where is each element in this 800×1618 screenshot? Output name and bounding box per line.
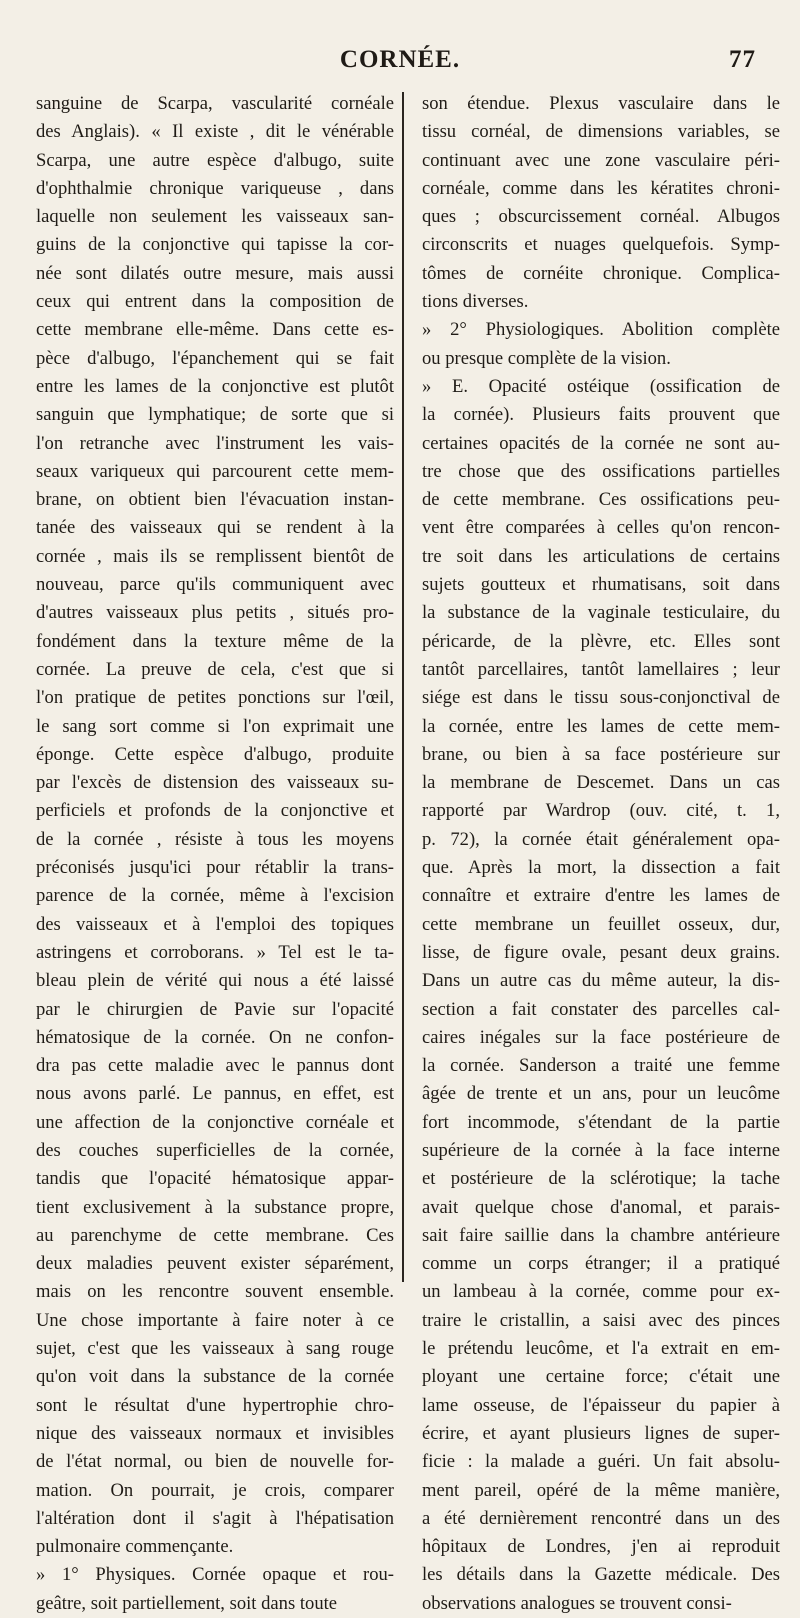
text-line: astringens et corroborans. » Tel est le ta- <box>36 941 394 963</box>
text-line: le prétendu leucôme, et l'a extrait en em- <box>422 1338 780 1360</box>
text-line: nous avons parlé. Le pannus, en effet, est <box>36 1083 394 1105</box>
text-line: des vaisseaux et à l'emploi des topiques <box>36 913 394 935</box>
text-line: brane, ou bien à sa face postérieure sur <box>422 743 780 765</box>
text-line: par le chirurgien de Pavie sur l'opacité <box>36 998 394 1020</box>
text-line: deux maladies peuvent exister séparément, <box>36 1253 394 1275</box>
text-line: a été dernièrement rencontré dans un des <box>422 1507 780 1529</box>
text-line: observations analogues se trouvent consi- <box>422 1592 732 1614</box>
page-number: 77 <box>729 46 756 73</box>
text-line: tômes de cornéite chronique. Complica- <box>422 262 780 284</box>
text-line: la cornée, entre les lames de cette mem- <box>422 715 780 737</box>
text-line: » 1° Physiques. Cornée opaque et rou- <box>36 1564 394 1586</box>
text-line: ment pareil, opéré de la même manière, <box>422 1479 780 1501</box>
text-line: continuant avec une zone vasculaire péri- <box>422 149 780 171</box>
text-line: une affection de la conjonctive cornéale et <box>36 1111 394 1133</box>
text-line: hématosique de la cornée. On ne confon- <box>36 1026 394 1048</box>
text-line: » 2° Physiologiques. Abolition complète <box>422 319 780 341</box>
text-line: un lambeau à la cornée, comme pour ex- <box>422 1281 780 1303</box>
text-line: cette membrane elle-même. Dans cette es- <box>36 319 394 341</box>
text-line: l'altération dont il s'agit à l'hépatisation <box>36 1507 394 1529</box>
text-line: sujets goutteux et rhumatisans, soit dans <box>422 574 780 596</box>
text-line: le sang sort comme si l'on exprimait une <box>36 715 394 737</box>
text-line: parence de la cornée, même à l'excision <box>36 885 394 907</box>
text-line: de cette membrane. Ces ossifications peu- <box>422 489 780 511</box>
text-line: avait quelque chose d'anomal, et parais- <box>422 1196 780 1218</box>
text-line: fort incommode, s'étendant de la partie <box>422 1111 780 1133</box>
text-line: comme un corps étranger; il a pratiqué <box>422 1253 780 1275</box>
text-line: laquelle non seulement les vaisseaux san- <box>36 206 394 228</box>
text-line: des Anglais). « Il existe , dit le vénérable <box>36 121 394 143</box>
text-line: écrire, et ayant plusieurs lignes de super- <box>422 1422 780 1444</box>
text-line: tissu cornéal, de dimensions variables, se <box>422 121 780 143</box>
text-line: préconisés jusqu'ici pour rétablir la trans- <box>36 857 394 879</box>
text-line: Scarpa, une autre espèce d'albugo, suite <box>36 149 394 171</box>
text-line: caires inégales sur la face postérieure de <box>422 1026 780 1048</box>
text-line: supérieure de la cornée à la face interne <box>422 1139 780 1161</box>
text-line: perficiels et profonds de la conjonctive et <box>36 800 394 822</box>
text-line: brane, on obtient bien l'évacuation instan- <box>36 489 394 511</box>
text-line: cornéale, comme dans les kératites chroni- <box>422 177 780 199</box>
text-line: traire le cristallin, a saisi avec des pinces <box>422 1309 780 1331</box>
text-line: ou presque complète de la vision. <box>422 347 671 369</box>
left-column <box>36 90 394 1614</box>
text-line: fondément dans la texture même de la <box>36 630 394 652</box>
text-line: de la cornée , résiste à tous les moyens <box>36 828 394 850</box>
text-line: éponge. Cette espèce d'albugo, produite <box>36 743 394 765</box>
text-line: péricarde, de la plèvre, etc. Elles sont <box>422 630 780 652</box>
text-line: par l'excès de distension des vaisseaux su- <box>36 772 394 794</box>
text-line: pulmonaire commençante. <box>36 1536 234 1558</box>
text-line: d'ophthalmie chronique variqueuse , dans <box>36 177 394 199</box>
text-line: sujet, c'est que les vaisseaux à sang rouge <box>36 1338 394 1360</box>
text-line: de l'état normal, ou bien de nouvelle for- <box>36 1451 394 1473</box>
column-divider <box>402 92 404 1282</box>
text-line: mation. On pourrait, je crois, comparer <box>36 1479 394 1501</box>
text-line: cornée , mais ils se remplissent bientôt de <box>36 545 394 567</box>
text-line: que. Après la mort, la dissection a fait <box>422 857 780 879</box>
text-line: pèce d'albugo, l'épanchement qui se fait <box>36 347 394 369</box>
text-line: la cornée. Sanderson a traité une femme <box>422 1055 780 1077</box>
text-line: des couches superficielles de la cornée, <box>36 1139 394 1161</box>
text-line: les détails dans la Gazette médicale. Des <box>422 1564 780 1586</box>
text-line: tanée des vaisseaux qui se rendent à la <box>36 517 394 539</box>
text-line: ques ; obscurcissement cornéal. Albugos <box>422 206 780 228</box>
text-line: âgée de trente et un ans, pour un leucôme <box>422 1083 780 1105</box>
text-line: rapporté par Wardrop (ouv. cité, t. 1, <box>422 800 780 822</box>
text-line: d'autres vaisseaux plus petits , situés pro- <box>36 602 394 624</box>
text-line: sont le résultat d'une hypertrophie chro- <box>36 1394 394 1416</box>
text-line: entre les lames de la conjonctive est plutôt <box>36 375 394 397</box>
text-line: qu'on voit dans la substance de la cornée <box>36 1366 394 1388</box>
text-line: la membrane de Descemet. Dans un cas <box>422 772 780 794</box>
text-line: bleau plein de vérité qui nous a été laissé <box>36 970 394 992</box>
text-line: nique des vaisseaux normaux et invisibles <box>36 1422 394 1444</box>
text-line: certaines opacités de la cornée ne sont au- <box>422 432 780 454</box>
text-line: au parenchyme de cette membrane. Ces <box>36 1224 394 1246</box>
text-line: son étendue. Plexus vasculaire dans le <box>422 93 780 114</box>
text-line: ceux qui entrent dans la composition de <box>36 291 394 313</box>
text-line: sanguine de Scarpa, vascularité cornéale <box>36 93 394 114</box>
text-line: Dans un autre cas du même auteur, la dis- <box>422 970 780 992</box>
text-line: dra pas cette maladie avec le pannus dont <box>36 1055 394 1077</box>
text-line: cornée. La preuve de cela, c'est que si <box>36 658 394 680</box>
right-column <box>422 90 780 1614</box>
text-line: section a fait constater des parcelles cal- <box>422 998 780 1020</box>
text-line: hôpitaux de Londres, j'en ai reproduit <box>422 1536 780 1558</box>
text-line: connaître et extraire d'entre les lames de <box>422 885 780 907</box>
text-line: vent être comparées à celles qu'on rencon- <box>422 517 780 539</box>
text-line: circonscrits et nuages quelquefois. Symp- <box>422 234 780 256</box>
text-line: la substance de la vaginale testiculaire, du <box>422 602 780 624</box>
text-line: tient exclusivement à la substance propre, <box>36 1196 394 1218</box>
text-line: tantôt parcellaires, tantôt lamellaires ; leur <box>422 658 780 680</box>
text-line: sanguin que lymphatique; de sorte que si <box>36 404 394 426</box>
text-line: tandis que l'opacité hématosique appar- <box>36 1168 394 1190</box>
text-line: lisse, de figure ovale, pesant deux grains. <box>422 941 780 963</box>
text-line: et postérieure de la sclérotique; la tache <box>422 1168 780 1190</box>
text-line: guins de la conjonctive qui tapisse la cor- <box>36 234 394 256</box>
running-title: CORNÉE. <box>339 46 461 73</box>
text-line: Une chose importante à faire noter à ce <box>36 1309 394 1331</box>
text-line: ficie : la malade a guéri. Un fait absolu- <box>422 1451 780 1473</box>
text-line: tions diverses. <box>422 291 529 313</box>
text-line: nouveau, parce qu'ils communiquent avec <box>36 574 394 596</box>
text-line: tre chose que des ossifications partielles <box>422 460 780 482</box>
text-line: lame osseuse, de l'épaisseur du papier à <box>422 1394 780 1416</box>
text-line: la cornée). Plusieurs faits prouvent que <box>422 404 780 426</box>
text-line: siége est dans le tissu sous-conjonctival de <box>422 687 780 709</box>
text-line: sait faire saillie dans la chambre antérieure <box>422 1224 780 1246</box>
text-line: » E. Opacité ostéique (ossification de <box>422 375 780 397</box>
text-line: née sont dilatés outre mesure, mais aussi <box>36 262 394 284</box>
text-line: cette membrane un feuillet osseux, dur, <box>422 913 780 935</box>
text-line: geâtre, soit partiellement, soit dans toute <box>36 1592 338 1614</box>
text-line: tre soit dans les articulations de certains <box>422 545 780 567</box>
text-line: l'on pratique de petites ponctions sur l'œil, <box>36 687 394 709</box>
text-line: ployant une certaine force; c'était une <box>422 1366 780 1388</box>
text-line: p. 72), la cornée était généralement opa- <box>422 828 780 850</box>
text-line: l'on retranche avec l'instrument les vais- <box>36 432 394 454</box>
text-line: mais on les rencontre souvent ensemble. <box>36 1281 394 1303</box>
text-line: seaux variqueux qui parcourent cette mem- <box>36 460 394 482</box>
